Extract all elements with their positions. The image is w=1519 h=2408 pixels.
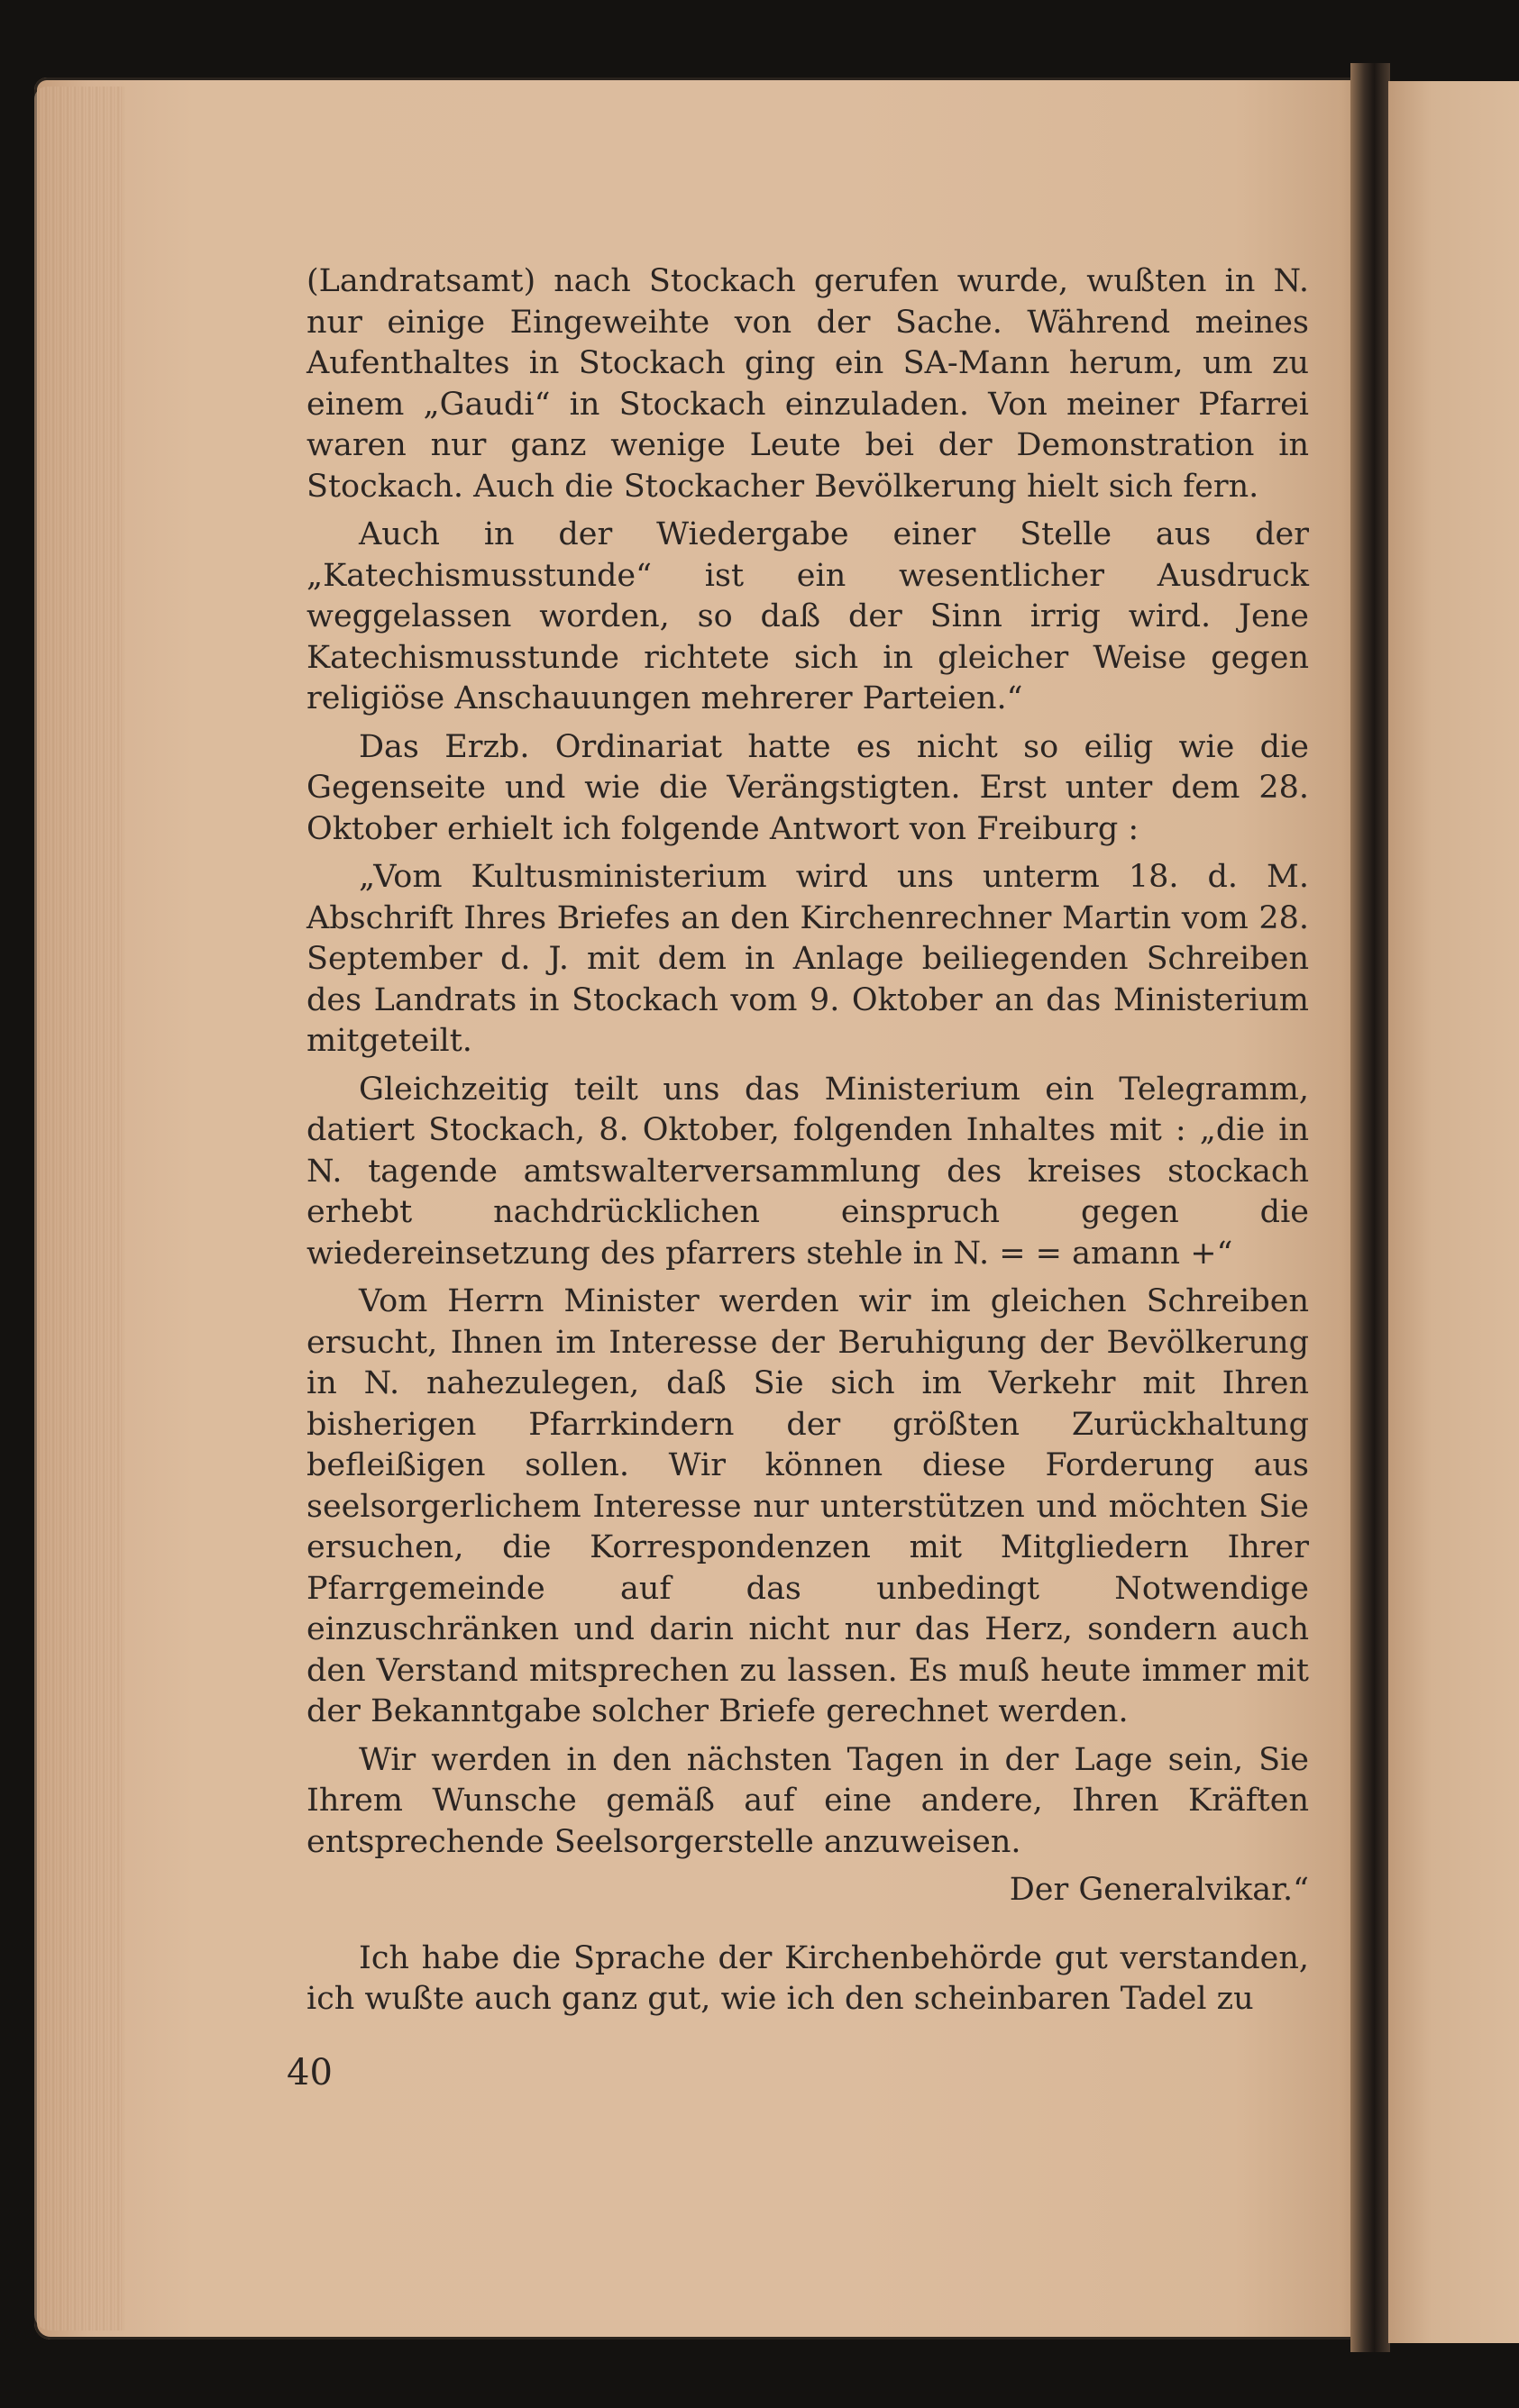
paragraph: Wir werden in den nächsten Tagen in der Lage sein, Sie Ihrem Wunsche gemäß auf eine andere, Ihren Kräften entsprechende Seelsorgerstelle anzuweisen. bbox=[307, 1741, 1309, 1860]
paragraph: Gleichzeitig teilt uns das Ministerium ein Telegramm, datiert Stockach, 8. Oktober, folgenden Inhaltes mit : „die in N. tagende amtswalterversammlung des kreises stockach erhebt nachdrücklichen einspruch gegen die wiedereinsetzung des pfarrers stehle in N. = = amann +“ bbox=[307, 1071, 1309, 1272]
page-body bbox=[307, 261, 1309, 2028]
page-number: 40 bbox=[287, 2052, 333, 2093]
paragraph: Auch in der Wiedergabe einer Stelle aus der „Katechismusstunde“ ist ein wesentlicher Ausdruck weggelassen worden, so daß der Sinn irrig wird. Jene Katechismusstunde richtete sich in gleicher Weise gegen religiöse Anschauungen mehrerer Parteien.“ bbox=[307, 516, 1309, 716]
right-page bbox=[1388, 81, 1519, 2343]
paragraph: Das Erzb. Ordinariat hatte es nicht so eilig wie die Gegenseite und wie die Verängstigten. Erst unter dem 28. Oktober erhielt ich folgende Antwort von Freiburg : bbox=[307, 728, 1309, 847]
book-gutter bbox=[1350, 63, 1390, 2352]
paragraph: (Landratsamt) nach Stockach gerufen wurde, wußten in N. nur einige Eingeweihte von der Sache. Während meines Aufenthaltes in Stockach ging ein SA-Mann herum, um zu einem „Gaudi“ in Stockach einzuladen. Von meiner Pfarrei waren nur ganz wenige Leute bei der Demonstration in Stockach. Auch die Stockacher Bevölkerung hielt sich fern. bbox=[307, 263, 1309, 505]
paragraph: Vom Herrn Minister werden wir im gleichen Schreiben ersucht, Ihnen im Interesse der Beruhigung der Bevölkerung in N. nahezulegen, daß Sie sich im Verkehr mit Ihren bisherigen Pfarrkindern der größten Zurückhaltung befleißigen sollen. Wir können diese Forderung aus seelsorgerlichem Interesse nur unterstützen und möchten Sie ersuchen, die Korrespondenzen mit Mitgliedern Ihrer Pfarrgemeinde auf das unbedingt Notwendige einzuschränken und darin nicht nur das Herz, sondern auch den Verstand mitsprechen zu lassen. Es muß heute immer mit der Bekanntgabe solcher Briefe gerechnet werden. bbox=[307, 1283, 1309, 1729]
page-edge-stack bbox=[34, 87, 124, 2330]
paragraph: Ich habe die Sprache der Kirchenbehörde gut verstanden, ich wußte auch ganz gut, wie ich den scheinbaren Tadel zu bbox=[307, 1939, 1309, 2017]
paragraph: „Vom Kultusministerium wird uns unterm 18. d. M. Abschrift Ihres Briefes an den Kirchenrechner Martin vom 28. September d. J. mit dem in Anlage beiliegenden Schreiben des Landrats in Stockach vom 9. Oktober an das Ministerium mitgeteilt. bbox=[307, 859, 1309, 1059]
signature: Der Generalvikar.“ bbox=[1009, 1872, 1309, 1908]
